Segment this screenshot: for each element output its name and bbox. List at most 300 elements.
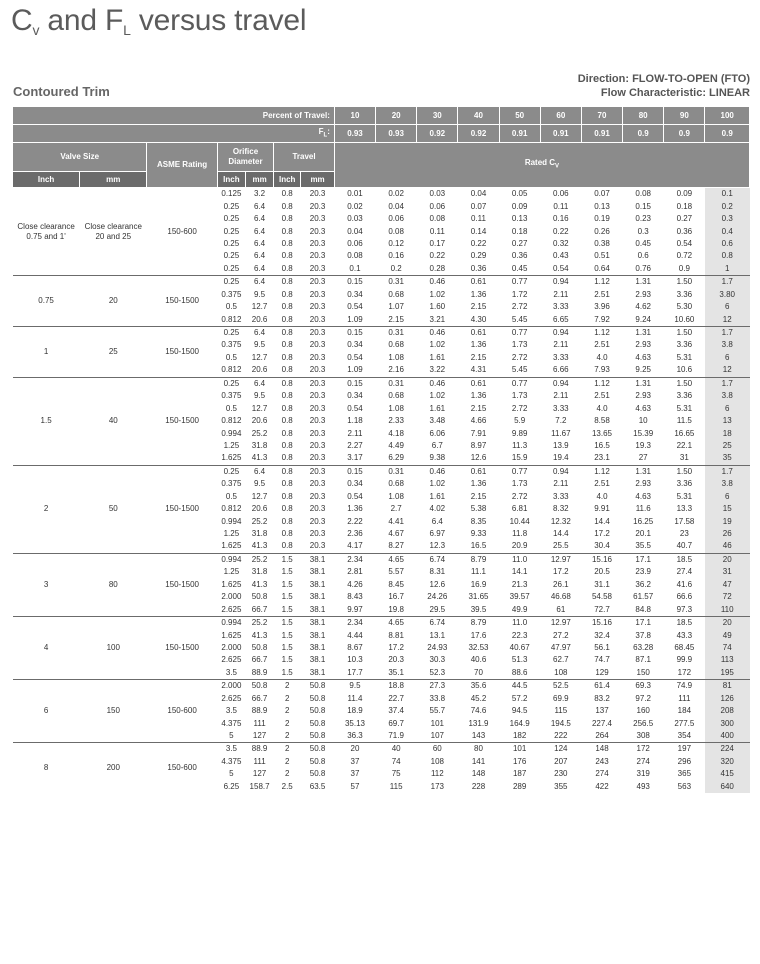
cv-cell: 1.12 bbox=[581, 276, 622, 289]
cv-cell: 61.57 bbox=[633, 592, 654, 602]
table-row bbox=[13, 276, 750, 289]
cv-cell: 1.7 bbox=[705, 377, 750, 390]
dimension-cell: 41.3 bbox=[251, 453, 268, 463]
dimension-cell: 1.625 bbox=[221, 541, 242, 551]
cv-cell: 12.32 bbox=[550, 516, 571, 526]
cv-cell: 1.12 bbox=[581, 465, 622, 478]
cv-cell: 3.33 bbox=[553, 302, 569, 312]
cv-cell: 0.3 bbox=[705, 213, 750, 225]
dimension-cell: 6.4 bbox=[254, 263, 266, 273]
dimension-cell: 0.8 bbox=[281, 263, 293, 273]
cv-cell: 80 bbox=[458, 743, 499, 756]
cv-cell: 195 bbox=[705, 667, 750, 680]
cv-cell: 2.15 bbox=[470, 302, 487, 312]
cv-cell: 14.4 bbox=[594, 516, 610, 526]
cv-cell: 14.1 bbox=[511, 567, 528, 577]
dimension-cell: 20.3 bbox=[309, 289, 326, 299]
cv-cell: 1.02 bbox=[429, 340, 446, 350]
dimension-cell: 20.3 bbox=[309, 214, 326, 224]
dimension-cell: 6.4 bbox=[254, 251, 266, 261]
page-title: $C_v$ and $F_L$ versus travel bbox=[11, 4, 307, 38]
cv-cell: 264 bbox=[595, 731, 609, 741]
cv-cell: 2.11 bbox=[553, 289, 569, 299]
cv-cell: 7.91 bbox=[470, 428, 487, 438]
cv-cell: 37 bbox=[350, 756, 360, 766]
dimension-cell: 25.2 bbox=[251, 516, 268, 526]
cv-cell: 227.4 bbox=[591, 718, 613, 728]
dimension-cell: 0.994 bbox=[221, 428, 242, 438]
cv-cell: 365 bbox=[677, 769, 692, 779]
dimension-cell: 4.375 bbox=[221, 718, 242, 728]
cv-cell: 3.36 bbox=[676, 289, 693, 299]
unit-header: mm bbox=[301, 172, 335, 188]
cv-cell: 3.36 bbox=[676, 391, 693, 401]
cv-cell: 6 bbox=[705, 352, 750, 364]
cv-cell: 4.0 bbox=[596, 491, 608, 501]
dimension-cell: 0.8 bbox=[281, 504, 293, 514]
cv-cell: 18.9 bbox=[347, 706, 363, 716]
dimension-cell: 5 bbox=[229, 731, 234, 741]
cv-cell: 25.5 bbox=[553, 541, 569, 551]
cv-cell: 17.7 bbox=[347, 667, 363, 677]
cv-cell: 0.2 bbox=[390, 263, 402, 273]
cv-cell: 40.7 bbox=[676, 541, 693, 551]
cv-cell: 2.72 bbox=[511, 403, 528, 413]
dimension-cell: 158.7 bbox=[249, 781, 270, 791]
dimension-cell: 6.4 bbox=[245, 276, 273, 289]
cv-cell: 69.7 bbox=[388, 718, 404, 728]
cv-cell: 8.81 bbox=[388, 630, 404, 640]
cv-cell: 6.97 bbox=[429, 529, 446, 539]
dimension-cell: 0.8 bbox=[274, 377, 301, 390]
direction-text: Direction: FLOW-TO-OPEN (FTO) bbox=[577, 73, 750, 85]
cv-cell: 4.67 bbox=[388, 529, 404, 539]
cv-table bbox=[12, 106, 750, 793]
dimension-cell: 88.9 bbox=[251, 706, 268, 716]
cv-cell: 61.4 bbox=[581, 680, 622, 693]
cv-cell: 11.3 bbox=[512, 440, 528, 450]
cv-cell: 0.36 bbox=[676, 226, 693, 236]
cv-cell: 40.6 bbox=[470, 655, 487, 665]
dimension-cell: 2 bbox=[284, 693, 290, 703]
cv-cell: 7.92 bbox=[594, 314, 610, 324]
dimension-cell: 2.000 bbox=[221, 592, 242, 602]
cv-cell: 113 bbox=[705, 654, 750, 666]
cv-cell: 0.94 bbox=[540, 377, 581, 390]
cv-cell: 0.31 bbox=[376, 377, 417, 390]
cv-cell: 2.11 bbox=[553, 479, 569, 489]
dimension-cell: 0.8 bbox=[281, 453, 293, 463]
cv-cell: 8.45 bbox=[388, 579, 404, 589]
cv-cell: 1.36 bbox=[347, 504, 363, 514]
cv-cell: 31.1 bbox=[594, 579, 610, 589]
cv-cell: 12.6 bbox=[470, 453, 487, 463]
cv-cell: 14.4 bbox=[553, 529, 569, 539]
dimension-cell: 6.4 bbox=[254, 238, 266, 248]
cv-cell: 0.31 bbox=[376, 465, 417, 478]
cv-cell: 0.07 bbox=[470, 201, 487, 211]
cv-cell: 0.4 bbox=[705, 225, 750, 237]
cv-cell: 172 bbox=[677, 667, 692, 677]
cv-cell: 40 bbox=[376, 743, 417, 756]
percent-header: 70 bbox=[581, 107, 622, 125]
cv-cell: 35.1 bbox=[388, 667, 404, 677]
cv-cell: 21.3 bbox=[511, 579, 528, 589]
cv-cell: 17.58 bbox=[674, 516, 695, 526]
dimension-cell: 2 bbox=[284, 718, 290, 728]
cv-cell: 0.76 bbox=[635, 263, 651, 273]
dimension-cell: 0.125 bbox=[217, 188, 245, 201]
dimension-cell: 6.4 bbox=[245, 377, 273, 390]
cv-cell: 46 bbox=[705, 540, 750, 553]
travel-header: Travel bbox=[274, 143, 335, 172]
cv-cell: 0.02 bbox=[347, 201, 363, 211]
dimension-cell: 31.8 bbox=[251, 440, 268, 450]
cv-cell: 160 bbox=[636, 706, 650, 716]
dimension-cell: 4.375 bbox=[221, 756, 242, 766]
cv-cell: 3.8 bbox=[705, 478, 750, 490]
dimension-cell: 2 bbox=[284, 706, 290, 716]
dimension-cell: 6.25 bbox=[223, 781, 240, 791]
cv-cell: 13.1 bbox=[429, 630, 446, 640]
cv-cell: 0.31 bbox=[376, 326, 417, 339]
cv-cell: 2.93 bbox=[635, 340, 651, 350]
cv-cell: 2.93 bbox=[635, 391, 651, 401]
cv-cell: 129 bbox=[595, 667, 609, 677]
cv-cell: 97.2 bbox=[635, 693, 651, 703]
cv-cell: 493 bbox=[636, 781, 650, 791]
cv-cell: 0.6 bbox=[705, 238, 750, 250]
dimension-cell: 50.8 bbox=[245, 680, 273, 693]
cv-cell: 74.7 bbox=[594, 655, 610, 665]
cv-cell: 4.66 bbox=[470, 416, 487, 426]
cv-cell: 17.1 bbox=[623, 553, 664, 566]
percent-travel-label: Percent of Travel: bbox=[13, 107, 335, 125]
cv-cell: 108 bbox=[554, 667, 568, 677]
valve-size-mm: 80 bbox=[80, 553, 147, 616]
cv-cell: 422 bbox=[595, 781, 609, 791]
cv-cell: 29.5 bbox=[429, 604, 446, 614]
cv-cell: 0.6 bbox=[637, 251, 649, 261]
cv-cell: 23 bbox=[679, 529, 689, 539]
dimension-cell: 0.8 bbox=[281, 314, 293, 324]
cv-cell: 320 bbox=[705, 756, 750, 768]
cv-cell: 6 bbox=[705, 491, 750, 503]
dimension-cell: 0.8 bbox=[281, 541, 293, 551]
cv-cell: 0.32 bbox=[553, 238, 569, 248]
cv-cell: 61 bbox=[556, 604, 566, 614]
cv-cell: 0.18 bbox=[676, 201, 693, 211]
cv-cell: 0.45 bbox=[635, 238, 651, 248]
cv-cell: 2.7 bbox=[390, 504, 402, 514]
cv-cell: 16.65 bbox=[674, 428, 695, 438]
dimension-cell: 2.5 bbox=[281, 781, 293, 791]
asme-rating: 150-1500 bbox=[147, 377, 217, 465]
dimension-cell: 0.25 bbox=[217, 465, 245, 478]
percent-header: 10 bbox=[334, 107, 375, 125]
dimension-cell: 0.8 bbox=[281, 391, 293, 401]
cv-cell: 1.7 bbox=[705, 276, 750, 289]
cv-cell: 0.08 bbox=[623, 188, 664, 201]
cv-cell: 0.94 bbox=[540, 276, 581, 289]
cv-cell: 184 bbox=[677, 706, 692, 716]
cv-cell: 274 bbox=[595, 769, 609, 779]
dimension-cell: 0.994 bbox=[217, 553, 245, 566]
valve-size-inch: 1 bbox=[13, 326, 80, 377]
dimension-cell: 0.812 bbox=[221, 416, 242, 426]
cv-cell: 4.30 bbox=[470, 314, 487, 324]
cv-cell: 26 bbox=[705, 528, 750, 540]
cv-cell: 30.3 bbox=[429, 655, 446, 665]
valve-size-mm: 40 bbox=[80, 377, 147, 465]
cv-cell: 19 bbox=[705, 515, 750, 527]
cv-cell: 33.8 bbox=[429, 693, 446, 703]
dimension-cell: 20.3 bbox=[309, 263, 326, 273]
dimension-cell: 20.3 bbox=[309, 541, 326, 551]
cv-cell: 15.39 bbox=[633, 428, 654, 438]
valve-size-inch: 4 bbox=[13, 616, 80, 679]
cv-cell: 18.8 bbox=[376, 680, 417, 693]
cv-cell: 83.2 bbox=[594, 693, 610, 703]
cv-cell: 1.73 bbox=[511, 340, 528, 350]
cv-cell: 2.51 bbox=[594, 479, 610, 489]
cv-cell: 15 bbox=[705, 503, 750, 515]
cv-cell: 1.36 bbox=[470, 391, 487, 401]
cv-cell: 20.1 bbox=[635, 529, 651, 539]
cv-cell: 87.1 bbox=[635, 655, 651, 665]
cv-cell: 0.13 bbox=[511, 214, 528, 224]
dimension-cell: 50.8 bbox=[301, 743, 335, 756]
cv-cell: 8.79 bbox=[458, 616, 499, 629]
dimension-cell: 50.8 bbox=[309, 693, 326, 703]
dimension-cell: 20.3 bbox=[309, 416, 326, 426]
cv-cell: 0.64 bbox=[594, 263, 610, 273]
dimension-cell: 1.625 bbox=[221, 630, 242, 640]
valve-size-inch: 2 bbox=[13, 465, 80, 553]
cv-cell: 41.6 bbox=[676, 579, 693, 589]
table-row bbox=[13, 743, 750, 756]
cv-cell: 12.97 bbox=[540, 616, 581, 629]
dimension-cell: 1.5 bbox=[281, 630, 293, 640]
dimension-cell: 31.8 bbox=[251, 567, 268, 577]
dimension-cell: 20.3 bbox=[309, 365, 326, 375]
dimension-cell: 1.5 bbox=[281, 592, 293, 602]
dimension-cell: 38.1 bbox=[309, 655, 326, 665]
cv-cell: 108 bbox=[430, 756, 444, 766]
cv-cell: 0.8 bbox=[705, 250, 750, 262]
dimension-cell: 20.3 bbox=[301, 276, 335, 289]
cv-cell: 20.5 bbox=[594, 567, 610, 577]
cv-cell: 7.93 bbox=[594, 365, 610, 375]
dimension-cell: 20.3 bbox=[309, 251, 326, 261]
cv-cell: 148 bbox=[581, 743, 622, 756]
dimension-cell: 66.7 bbox=[251, 604, 268, 614]
dimension-cell: 0.8 bbox=[281, 491, 293, 501]
cv-cell: 355 bbox=[554, 781, 568, 791]
cv-cell: 208 bbox=[705, 705, 750, 717]
cv-cell: 0.06 bbox=[429, 201, 446, 211]
cv-cell: 12.3 bbox=[429, 541, 446, 551]
cv-cell: 0.31 bbox=[376, 276, 417, 289]
dimension-cell: 0.375 bbox=[221, 289, 242, 299]
dimension-cell: 38.1 bbox=[309, 642, 326, 652]
dimension-cell: 0.25 bbox=[223, 251, 240, 261]
dimension-cell: 111 bbox=[253, 718, 266, 728]
cv-cell: 17.2 bbox=[594, 529, 610, 539]
cv-cell: 1.31 bbox=[623, 276, 664, 289]
cv-cell: 8.67 bbox=[347, 642, 363, 652]
cv-cell: 0.15 bbox=[334, 465, 375, 478]
dimension-cell: 0.8 bbox=[281, 403, 293, 413]
cv-cell: 0.36 bbox=[470, 263, 487, 273]
cv-cell: 20 bbox=[705, 616, 750, 629]
cv-cell: 0.15 bbox=[635, 201, 651, 211]
cv-cell: 27.4 bbox=[676, 567, 693, 577]
cv-cell: 4.44 bbox=[347, 630, 363, 640]
cv-cell: 66.6 bbox=[676, 592, 693, 602]
cv-cell: 0.46 bbox=[417, 276, 458, 289]
dimension-cell: 20.3 bbox=[309, 403, 326, 413]
cv-cell: 2.51 bbox=[594, 340, 610, 350]
cv-cell: 0.15 bbox=[334, 377, 375, 390]
cv-cell: 63.28 bbox=[633, 642, 654, 652]
cv-cell: 2.93 bbox=[635, 479, 651, 489]
cv-cell: 0.36 bbox=[511, 251, 528, 261]
cv-cell: 1.72 bbox=[511, 289, 528, 299]
percent-header: 40 bbox=[458, 107, 499, 125]
cv-cell: 36.2 bbox=[635, 579, 651, 589]
cv-cell: 9.89 bbox=[511, 428, 528, 438]
dimension-cell: 0.8 bbox=[281, 289, 293, 299]
cv-cell: 354 bbox=[677, 731, 692, 741]
cv-cell: 1.09 bbox=[347, 314, 363, 324]
cv-cell: 187 bbox=[512, 769, 527, 779]
cv-cell: 2.27 bbox=[347, 440, 363, 450]
dimension-cell: 0.8 bbox=[274, 276, 301, 289]
cv-cell: 296 bbox=[677, 756, 692, 766]
cv-cell: 0.12 bbox=[388, 238, 404, 248]
cv-cell: 0.9 bbox=[678, 263, 690, 273]
cv-cell: 4.26 bbox=[347, 579, 363, 589]
cv-cell: 2.33 bbox=[388, 416, 404, 426]
cv-cell: 0.15 bbox=[334, 276, 375, 289]
cv-cell: 0.08 bbox=[429, 214, 446, 224]
dimension-cell: 2.625 bbox=[221, 604, 242, 614]
cv-cell: 126 bbox=[705, 693, 750, 705]
cv-cell: 141 bbox=[471, 756, 486, 766]
cv-cell: 0.77 bbox=[499, 465, 540, 478]
cv-cell: 1.73 bbox=[511, 479, 528, 489]
cv-cell: 0.04 bbox=[458, 188, 499, 201]
cv-cell: 32.4 bbox=[594, 630, 610, 640]
dimension-cell: 20.3 bbox=[301, 465, 335, 478]
dimension-cell: 20.3 bbox=[309, 428, 326, 438]
dimension-cell: 1.5 bbox=[281, 667, 293, 677]
cv-cell: 4.02 bbox=[429, 504, 446, 514]
cv-cell: 2.51 bbox=[594, 391, 610, 401]
dimension-cell: 6.4 bbox=[254, 201, 266, 211]
cv-cell: 1.7 bbox=[705, 326, 750, 339]
cv-cell: 0.28 bbox=[429, 263, 446, 273]
cv-cell: 19.4 bbox=[553, 453, 569, 463]
dimension-cell: 50.8 bbox=[251, 642, 268, 652]
dimension-cell: 20.3 bbox=[309, 226, 326, 236]
cv-cell: 9.25 bbox=[635, 365, 651, 375]
cv-cell: 1.60 bbox=[429, 302, 446, 312]
dimension-cell: 0.8 bbox=[281, 251, 293, 261]
dimension-cell: 20.3 bbox=[309, 302, 326, 312]
cv-cell: 10 bbox=[638, 416, 648, 426]
cv-cell: 115 bbox=[554, 706, 568, 716]
dimension-cell: 0.25 bbox=[223, 214, 240, 224]
cv-cell: 2.15 bbox=[470, 491, 487, 501]
dimension-cell: 20.3 bbox=[309, 504, 326, 514]
cv-cell: 5.57 bbox=[388, 567, 404, 577]
cv-cell: 2.72 bbox=[511, 302, 528, 312]
cv-cell: 0.68 bbox=[388, 391, 404, 401]
cv-cell: 20.9 bbox=[511, 541, 528, 551]
cv-cell: 51.3 bbox=[511, 655, 528, 665]
dimension-cell: 20.3 bbox=[309, 529, 326, 539]
cv-cell: 13.3 bbox=[676, 504, 693, 514]
dimension-cell: 20.6 bbox=[251, 365, 268, 375]
cv-cell: 2.15 bbox=[470, 403, 487, 413]
dimension-cell: 41.3 bbox=[251, 541, 268, 551]
cv-cell: 230 bbox=[554, 769, 568, 779]
dimension-cell: 2 bbox=[274, 680, 301, 693]
valve-size-inch: 6 bbox=[13, 680, 80, 743]
cv-cell: 97.3 bbox=[676, 604, 693, 614]
cv-cell: 74 bbox=[391, 756, 401, 766]
cv-cell: 35.13 bbox=[344, 718, 365, 728]
dimension-cell: 31.8 bbox=[251, 529, 268, 539]
cv-cell: 2.22 bbox=[347, 516, 363, 526]
cv-cell: 27.3 bbox=[417, 680, 458, 693]
cv-cell: 1.61 bbox=[429, 403, 446, 413]
fl-value: 0.93 bbox=[376, 125, 417, 143]
cv-cell: 24.26 bbox=[427, 592, 448, 602]
dimension-cell: 38.1 bbox=[309, 604, 326, 614]
dimension-cell: 111 bbox=[253, 756, 266, 766]
cv-cell: 3.96 bbox=[594, 302, 610, 312]
cv-cell: 31 bbox=[705, 566, 750, 578]
dimension-cell: 20.6 bbox=[251, 416, 268, 426]
cv-cell: 0.45 bbox=[511, 263, 528, 273]
dimension-cell: 38.1 bbox=[309, 630, 326, 640]
cv-cell: 72 bbox=[705, 591, 750, 603]
cv-cell: 71.9 bbox=[388, 731, 404, 741]
cv-cell: 8.58 bbox=[594, 416, 610, 426]
asme-rating: 150-1500 bbox=[147, 326, 217, 377]
cv-cell: 0.34 bbox=[347, 479, 363, 489]
cv-cell: 37.4 bbox=[388, 706, 404, 716]
cv-cell: 27.2 bbox=[553, 630, 569, 640]
dimension-cell: 0.8 bbox=[281, 479, 293, 489]
dimension-cell: 0.8 bbox=[281, 529, 293, 539]
cv-cell: 0.68 bbox=[388, 479, 404, 489]
cv-cell: 8.97 bbox=[470, 440, 487, 450]
cv-cell: 2.15 bbox=[470, 352, 487, 362]
cv-cell: 2.36 bbox=[347, 529, 363, 539]
cv-cell: 101 bbox=[499, 743, 540, 756]
cv-cell: 0.08 bbox=[388, 226, 404, 236]
percent-header: 60 bbox=[540, 107, 581, 125]
dimension-cell: 50.8 bbox=[251, 592, 268, 602]
cv-cell: 148 bbox=[471, 769, 486, 779]
dimension-cell: 41.3 bbox=[251, 630, 268, 640]
cv-cell: 4.49 bbox=[388, 440, 404, 450]
dimension-cell: 66.7 bbox=[251, 693, 268, 703]
